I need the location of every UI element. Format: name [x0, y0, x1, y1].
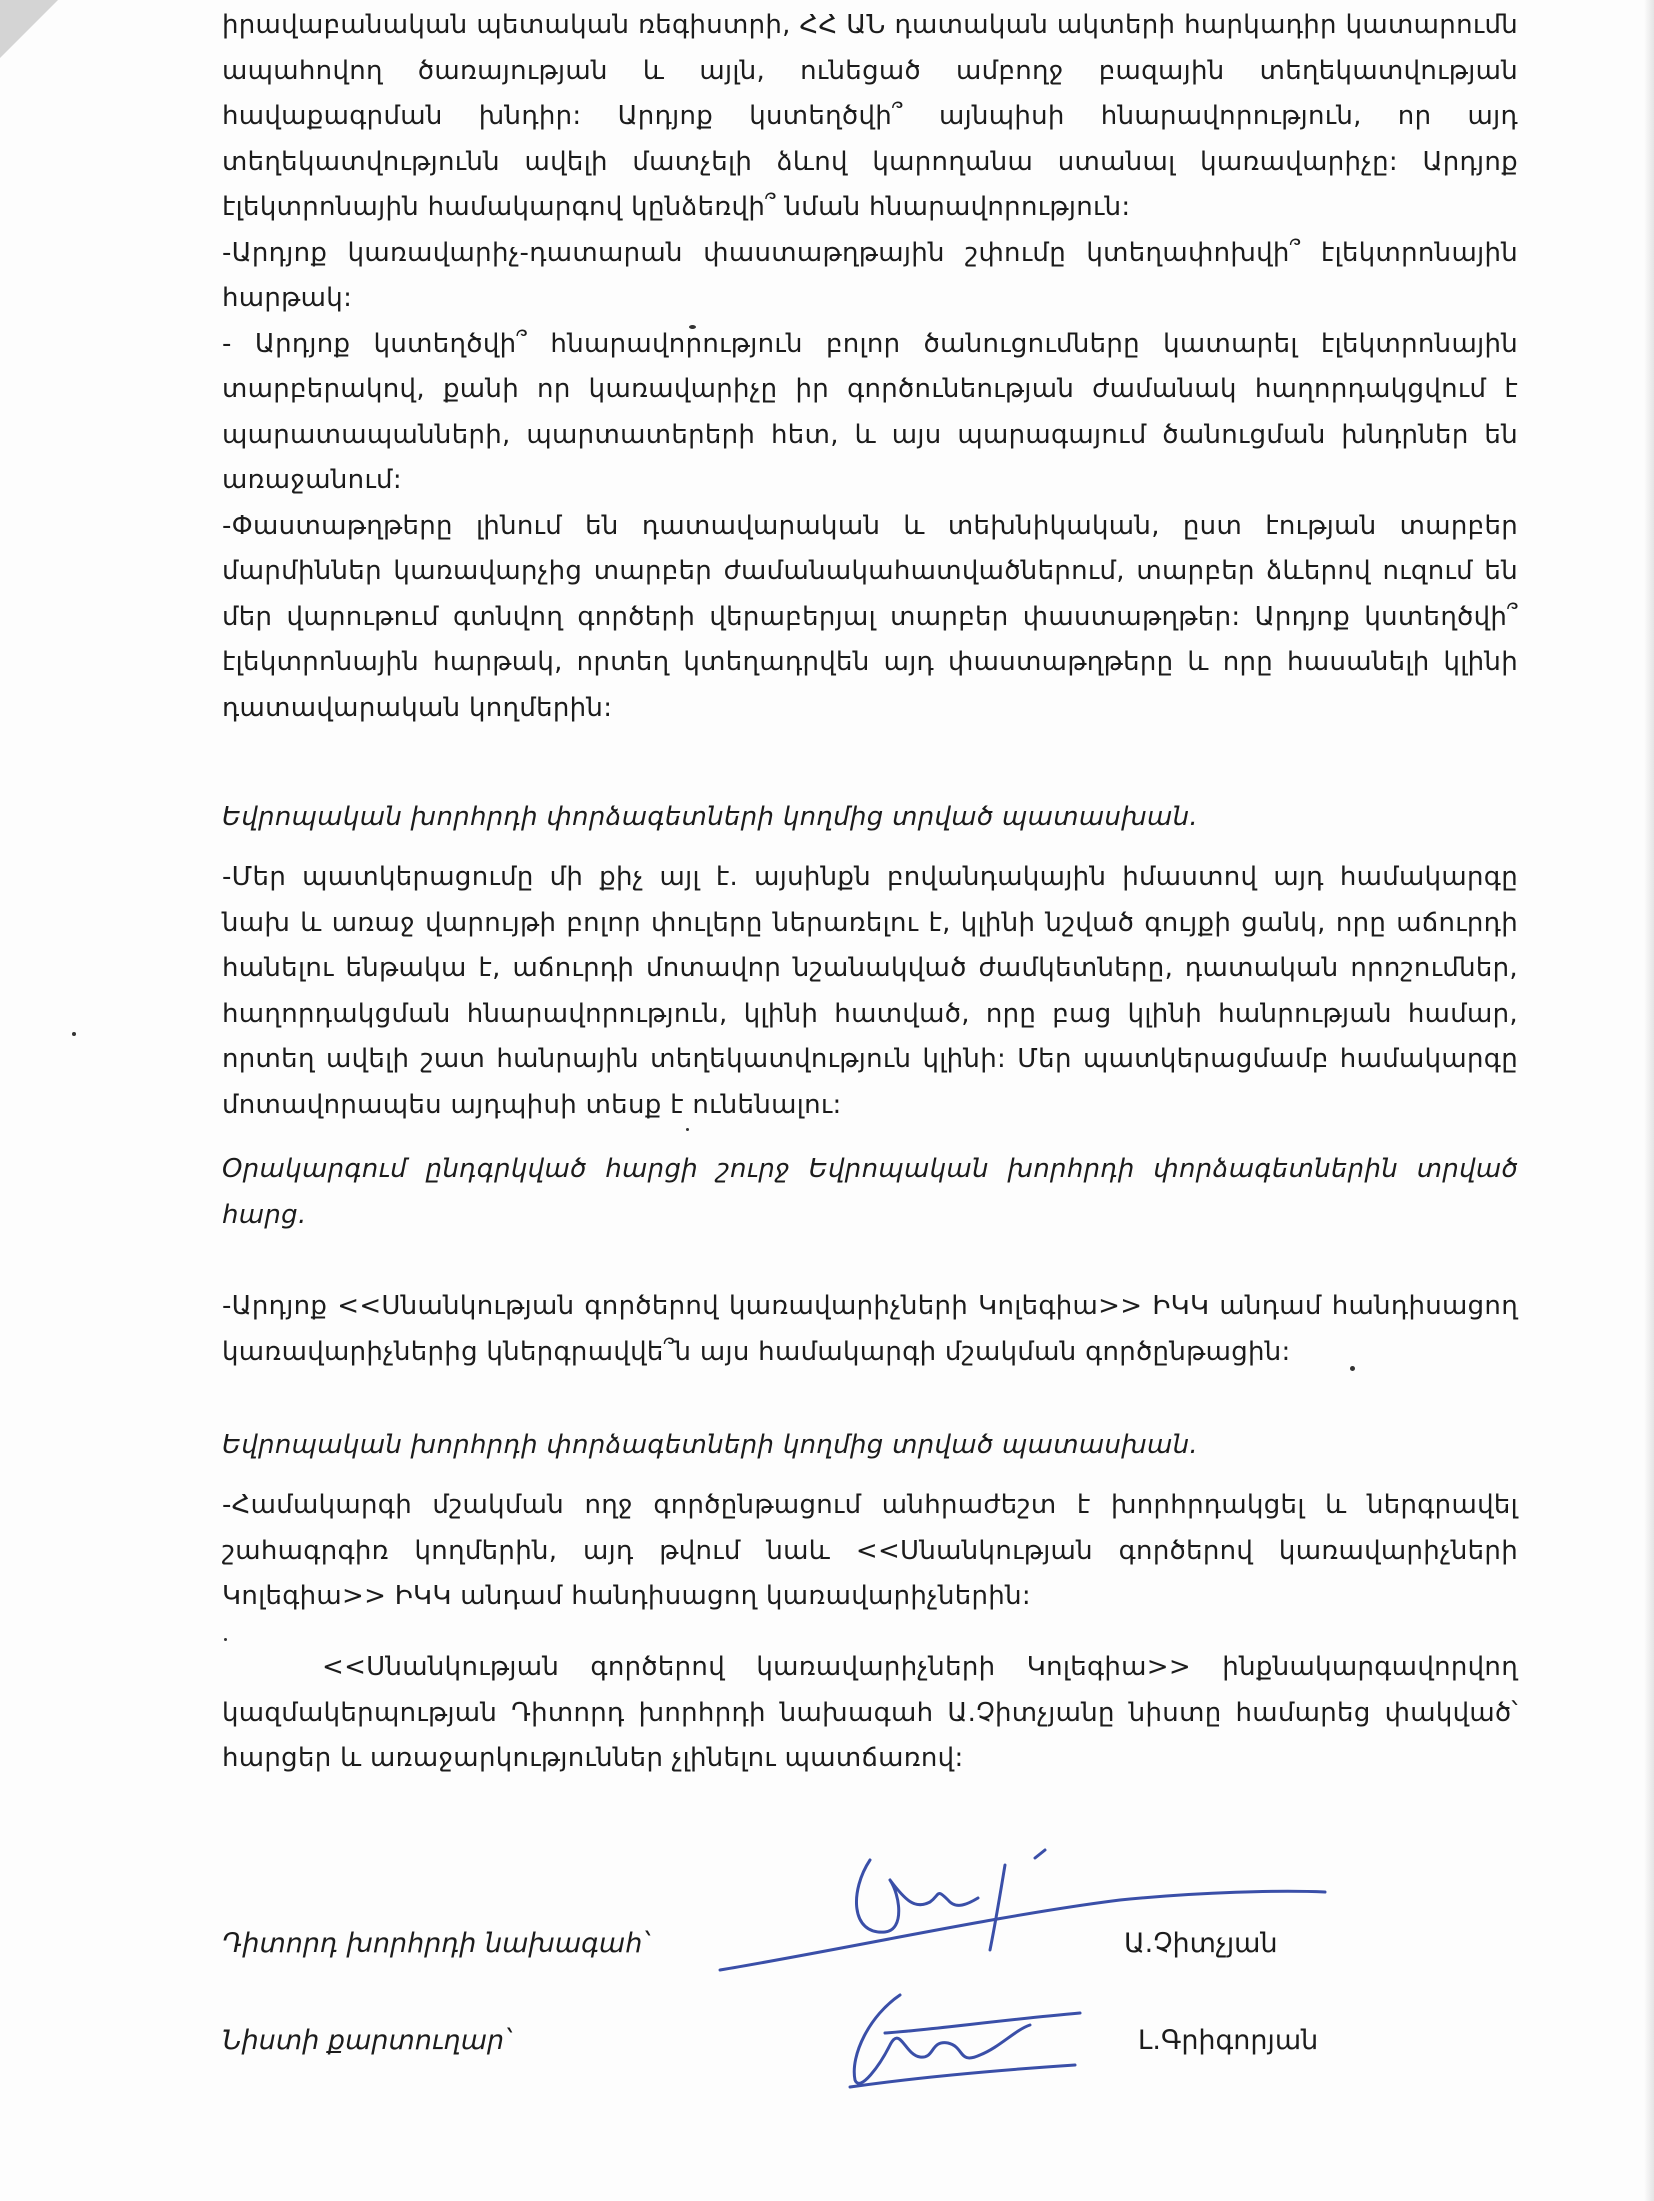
- secretary-signature: [830, 1985, 1090, 2095]
- scan-speck: [1350, 1366, 1355, 1371]
- chair-signature: [700, 1840, 1340, 1980]
- question-paragraph-3: -Փաստաթղթերը լինում են դատավարական և տեխնիկական, ըստ էության տարբեր մարմիններ կառավարչից տարբեր ժամանակահատվածներում, տարբեր ձևերով ուզում են մեր վարութում գտնվող գործերի վերաբերյալ տարբեր փաստաթղթեր: Արդյոք կստեղծվի՞ էլեկտրոնային հարթակ, որտեղ կտեղադրվեն այդ փաստաթղթերը և որը հասանելի կլինի դատավարական կողմերին:: [222, 510, 1518, 723]
- chair-name: Ա.Չիտչյան: [1124, 1928, 1278, 1959]
- answer-paragraph-1: -Մեր պատկերացումը մի քիչ այլ է. այսինքն բովանդակային իմաստով այդ համակարգը նախ և առաջ վարույթի բոլոր փուլերը ներառելու է, կլինի նշված գույքի ցանկ, որը աճուրդի հանելու ենթակա է, աճուրդի մոտավոր նշանակված ժամկետները, դատական որոշումներ, հաղորդակցման հնարավորություն, կլինի հատված, որը բաց կլինի հանրության համար, որտեղ ավելի շատ հանրային տեղեկատվություն կլինի: Մեր պատկերացմամբ համակարգը մոտավորապես այդպիսի տեսք է ունենալու:: [222, 862, 1518, 1120]
- question-paragraph-4: -Արդյոք <<Սնանկության գործերով կառավարիչների Կոլեգիա>> ԻԿԿ անդամ հանդիսացող կառավարիչներից կներգրավվե՞ն այս համակարգի մշակման գործընթացին:: [222, 1291, 1518, 1367]
- scan-speck: [224, 1638, 227, 1641]
- scan-speck: [72, 1032, 76, 1036]
- answer-heading-2: Եվրոպական խորհրդի փորձագետների կողմից տրված պատասխան.: [222, 1430, 1198, 1460]
- question-paragraph-2: - Արդյոք կստեղծվի՞ հնարավորություն բոլոր ծանուցումները կատարել էլեկտրոնային տարբերակով, քանի որ կառավարիչը իր գործունեության ժամանակ հաղորդակցվում է պարատապանների, պարտատերերի հետ, և այս պարագայում ծանուցման խնդրներ են առաջանում:: [222, 328, 1518, 495]
- chair-title: Դիտորդ խորհրդի նախագահ՝: [222, 1928, 649, 1959]
- opening-paragraph: իրավաբանական պետական ռեգիստրի, ՀՀ ԱՆ դատական ակտերի հարկադիր կատարումն ապահովող ծառայության և այլն, ունեցած ամբողջ բազային տեղեկատվության հավաքագրման խնդիր: Արդյոք կստեղծվի՞ այնպիսի հնարավորություն, որ այդ տեղեկատվությունն ավելի մատչելի ձևով կարողանա ստանալ կառավարիչը: Արդյոք էլեկտրոնային համակարգով կընձեռվի՞ նման հնարավորություն:: [222, 10, 1518, 222]
- secretary-name: Լ.Գրիգորյան: [1138, 2025, 1319, 2056]
- page-edge-shadow: [1644, 0, 1654, 2201]
- agenda-question-heading: Օրակարգում ընդգրկված հարցի շուրջ Եվրոպական խորհրդի փորձագետներին տրված հարց.: [222, 1154, 1518, 1230]
- folded-corner: [0, 0, 58, 58]
- answer-paragraph-2: -Համակարգի մշակման ողջ գործընթացում անհրաժեշտ է խորհրդակցել և ներգրավել շահագրգիռ կողմերին, այդ թվում նաև <<Սնանկության գործերով կառավարիչների Կոլեգիա>> ԻԿԿ անդամ հանդիսացող կառավարիչներին:: [222, 1490, 1518, 1611]
- scan-speck: [689, 325, 696, 329]
- answer-heading-1: Եվրոպական խորհրդի փորձագետների կողմից տրված պատասխան.: [222, 802, 1198, 832]
- upper-text-block: [222, 3, 1518, 731]
- question-paragraph-1: -Արդյոք կառավարիչ-դատարան փաստաթղթային շփումը կտեղափոխվի՞ էլեկտրոնային հարթակ:: [222, 237, 1518, 313]
- closing-paragraph: <<Սնանկության գործերով կառավարիչների Կոլեգիա>> ինքնակարգավորվող կազմակերպության Դիտորդ խորհրդի նախագահ Ա.Չիտչյանը նիստը համարեց փակված՝ հարցեր և առաջարկություններ չլինելու պատճառով:: [222, 1652, 1518, 1773]
- scan-speck: [686, 1128, 689, 1131]
- secretary-title: Նիստի քարտուղար՝: [222, 2025, 511, 2056]
